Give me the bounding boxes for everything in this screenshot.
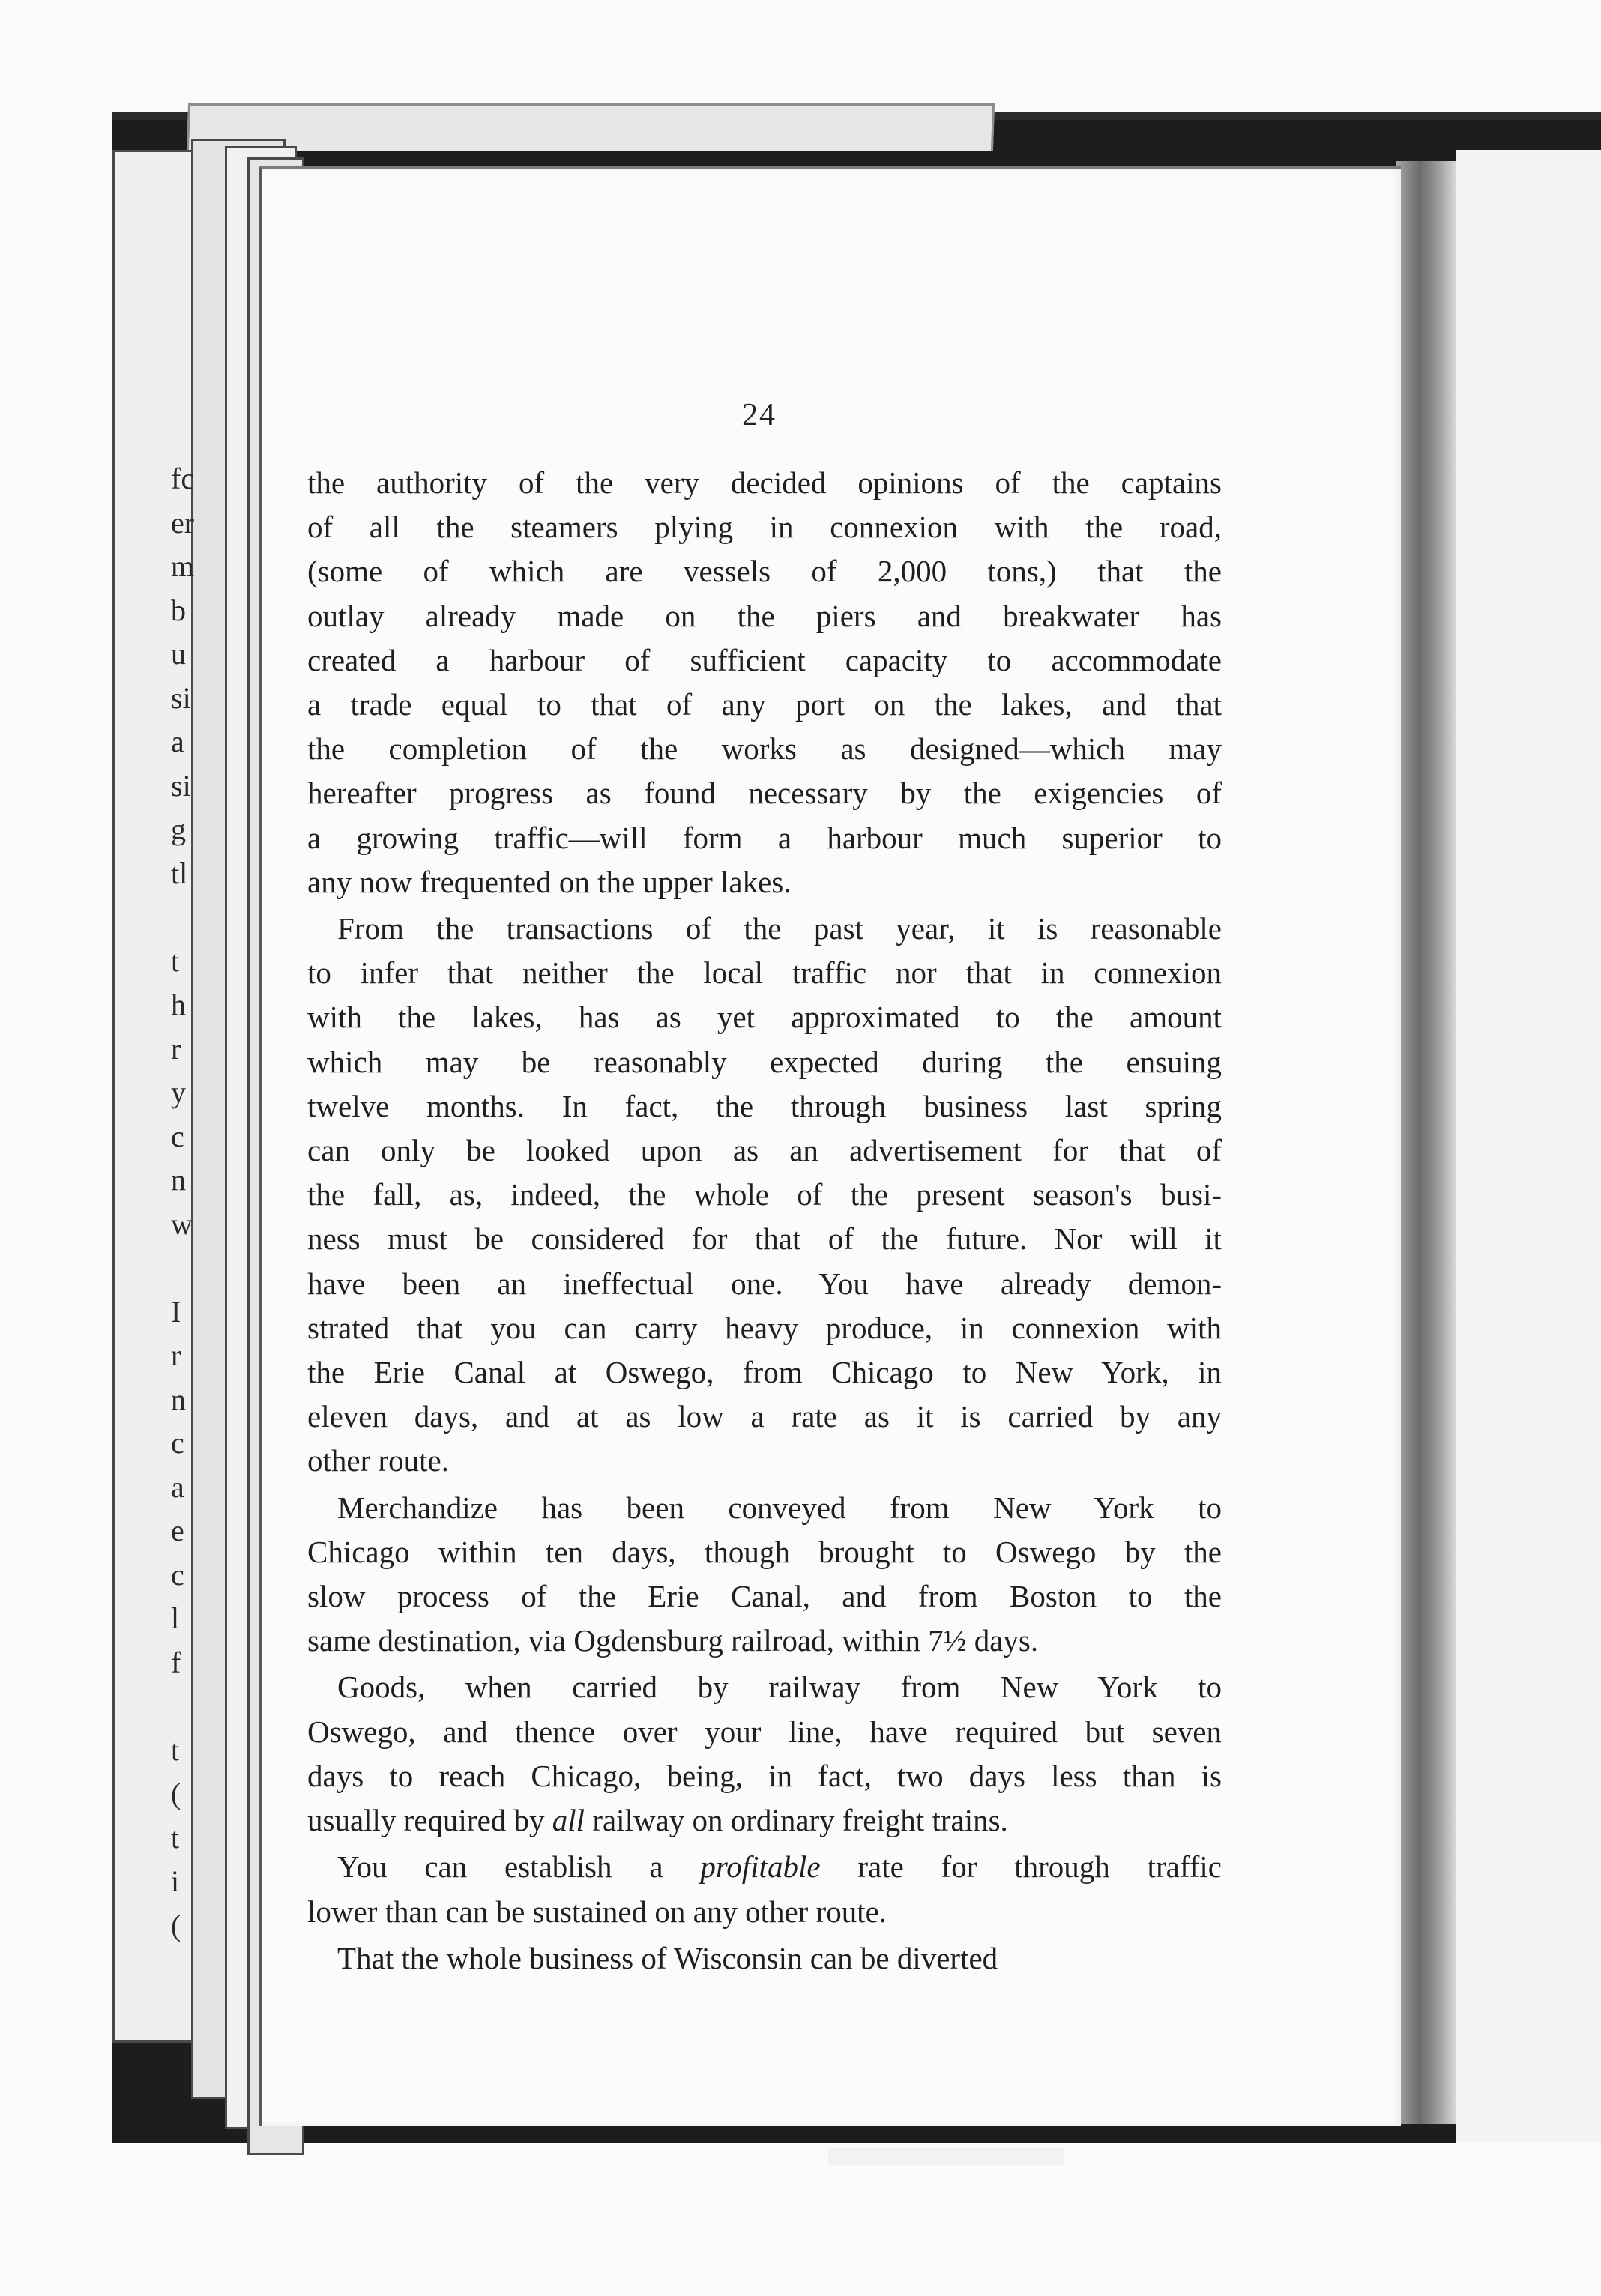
left-fragment: y	[171, 1075, 186, 1109]
left-fragment: a	[171, 725, 184, 758]
text-line: outlay already made on the piers and breakwater has	[307, 598, 1222, 633]
text-line: eleven days, and at as low a rate as it is carried by any	[307, 1399, 1222, 1434]
left-fragment: h	[171, 988, 186, 1021]
left-fragment: t	[171, 1732, 180, 1767]
paragraph	[307, 1486, 1222, 1664]
page-number: 24	[742, 398, 777, 432]
text-line: slow process of the Erie Canal, and from Boston to the	[307, 1579, 1222, 1614]
left-fragment: f	[171, 1645, 181, 1679]
emphasis: all	[552, 1803, 585, 1838]
text-line: a growing traffic—will form a harbour much superior to	[307, 820, 1222, 855]
left-fragment: c	[171, 1119, 184, 1153]
left-fragment	[171, 1246, 223, 1290]
text-line: other route.	[307, 1443, 449, 1478]
left-fragment: c	[171, 1557, 184, 1592]
text-line: ness must be considered for that of the future. Nor will it	[307, 1221, 1222, 1257]
text-line: You can establish a profitable rate for through traffic	[337, 1849, 1222, 1885]
text-line: have been an ineffectual one. You have already demon-	[307, 1266, 1222, 1301]
book-gutter	[1396, 161, 1456, 2124]
left-fragment: tl	[171, 856, 188, 890]
text-line: the completion of the works as designed—which may	[307, 731, 1222, 767]
left-fragment: c	[171, 1426, 184, 1460]
text-line: days to reach Chicago, being, in fact, two days less than is	[307, 1758, 1222, 1793]
paragraph	[307, 1936, 1222, 1981]
text-line: strated that you can carry heavy produce, in connexion with	[307, 1310, 1222, 1345]
bottom-notch	[828, 2148, 1064, 2166]
text-line: created a harbour of sufficient capacity to accommodate	[307, 642, 1222, 677]
text-line: of all the steamers plying in connexion with the road,	[307, 510, 1222, 545]
left-fragment: t	[171, 1820, 180, 1855]
left-fragment: fc	[171, 462, 195, 495]
left-fragment	[171, 895, 223, 940]
left-fragment: m	[171, 549, 195, 583]
left-fragment	[171, 1685, 223, 1729]
left-fragment: n	[171, 1163, 186, 1197]
text-line: Merchandize has been conveyed from New York to	[337, 1490, 1222, 1525]
left-fragment: r	[171, 1338, 181, 1372]
left-fragment: I	[171, 1294, 181, 1329]
left-fragment: er	[171, 505, 195, 540]
left-fragment: (	[171, 1777, 181, 1810]
text-line: twelve months. In fact, the through business last spring	[307, 1088, 1222, 1123]
left-fragment: si	[171, 680, 191, 715]
paragraph	[307, 461, 1222, 904]
paragraph	[307, 1845, 1222, 1933]
left-fragment: l	[171, 1601, 180, 1635]
text-line: (some of which are vessels of 2,000 tons,) that the	[307, 554, 1222, 589]
left-fragment: si	[171, 768, 191, 803]
left-page-clipped-text	[171, 457, 223, 1948]
paragraph	[307, 1665, 1222, 1843]
facing-page	[1456, 150, 1601, 2143]
left-fragment: e	[171, 1514, 184, 1547]
text-line: usually required by all railway on ordinary freight trains.	[307, 1803, 1008, 1838]
left-fragment: w	[171, 1206, 193, 1241]
text-line: That the whole business of Wisconsin can be diverted	[337, 1940, 998, 1975]
body-text	[307, 461, 1222, 1981]
text-line: the fall, as, indeed, the whole of the present season's busi-	[307, 1177, 1222, 1212]
emphasis: profitable	[700, 1849, 821, 1885]
left-fragment: i	[171, 1864, 180, 1898]
left-fragment: r	[171, 1031, 181, 1066]
text-line: which may be reasonably expected during the ensuing	[307, 1044, 1222, 1079]
page-stack-tab	[187, 103, 995, 151]
left-fragment: n	[171, 1382, 186, 1416]
left-fragment: u	[171, 637, 186, 671]
left-fragment: a	[171, 1469, 184, 1504]
text-line: Goods, when carried by railway from New York to	[337, 1670, 1222, 1705]
left-fragment: (	[171, 1908, 181, 1942]
text-line: Oswego, and thence over your line, have required but seven	[307, 1714, 1222, 1749]
text-line: Chicago within ten days, though brought to Oswego by the	[307, 1534, 1222, 1569]
text-line: From the transactions of the past year, it is reasonable	[337, 911, 1222, 946]
text-line: with the lakes, has as yet approximated to the amount	[307, 1000, 1222, 1035]
paragraph	[307, 907, 1222, 1484]
text-line: the Erie Canal at Oswego, from Chicago to New York, in	[307, 1355, 1222, 1390]
text-line: any now frequented on the upper lakes.	[307, 864, 792, 899]
text-line: lower than can be sustained on any other route.	[307, 1894, 887, 1929]
text-line: same destination, via Ogdensburg railroad, within 7½ days.	[307, 1623, 1039, 1658]
left-fragment: t	[171, 943, 180, 978]
text-line: the authority of the very decided opinions of the captains	[307, 465, 1222, 500]
left-fragment: b	[171, 593, 186, 627]
text-line: can only be looked upon as an advertisement for that of	[307, 1133, 1222, 1168]
text-line: a trade equal to that of any port on the lakes, and that	[307, 687, 1222, 722]
text-line: to infer that neither the local traffic nor that in connexion	[307, 955, 1222, 991]
left-fragment: g	[171, 812, 186, 846]
text-line: hereafter progress as found necessary by the exigencies of	[307, 776, 1222, 811]
